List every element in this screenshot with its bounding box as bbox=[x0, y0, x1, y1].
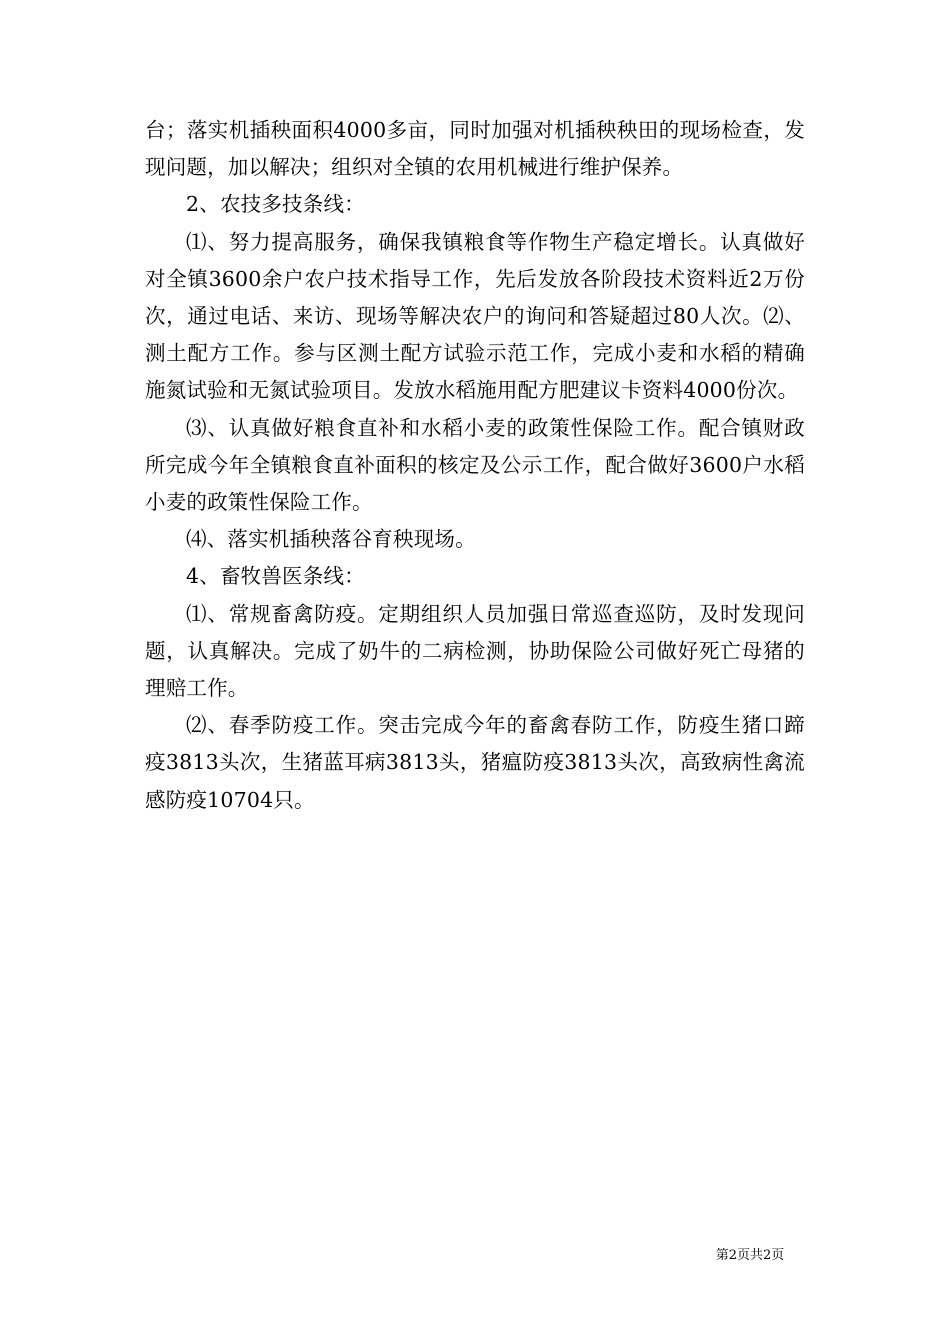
paragraph-2-heading: 2、农技多技条线： bbox=[186, 192, 365, 217]
paragraph-8: ⑵、春季防疫工作。突击完成今年的畜禽春防工作，防疫生猪口蹄疫3813头次，生猪蓝耳病3813头，猪瘟防疫3813头次，高致病性禽流感防疫10704只。 bbox=[145, 713, 805, 812]
document-body bbox=[145, 112, 805, 819]
paragraph-3: ⑴、努力提高服务，确保我镇粮食等作物生产稳定增长。认真做好对全镇3600余户农户技术指导工作，先后发放各阶段技术资料近2万份次，通过电话、来访、现场等解决农户的询问和答疑超过80人次。⑵、测土配方工作。参与区测土配方试验示范工作，完成小麦和水稻的精确施氮试验和无氮试验项目。发放水稻施用配方肥建议卡资料4000份次。 bbox=[145, 229, 805, 403]
paragraph-4: ⑶、认真做好粮食直补和水稻小麦的政策性保险工作。配合镇财政所完成今年全镇粮食直补面积的核定及公示工作，配合做好3600户水稻小麦的政策性保险工作。 bbox=[145, 415, 805, 515]
paragraph-7: ⑴、常规畜禽防疫。定期组织人员加强日常巡查巡防，及时发现问题，认真解决。完成了奶牛的二病检测，协助保险公司做好死亡母猪的理赔工作。 bbox=[145, 601, 805, 701]
paragraph-5: ⑷、落实机插秧落谷育秧现场。 bbox=[186, 527, 476, 552]
paragraph-1: 台；落实机插秧面积4000多亩，同时加强对机插秧秧田的现场检查，发现问题，加以解决；组织对全镇的农用机械进行维护保养。 bbox=[145, 118, 805, 180]
page-number-footer: 第2页共2页 bbox=[715, 1248, 785, 1263]
paragraph-6-heading: 4、畜牧兽医条线： bbox=[186, 564, 365, 589]
